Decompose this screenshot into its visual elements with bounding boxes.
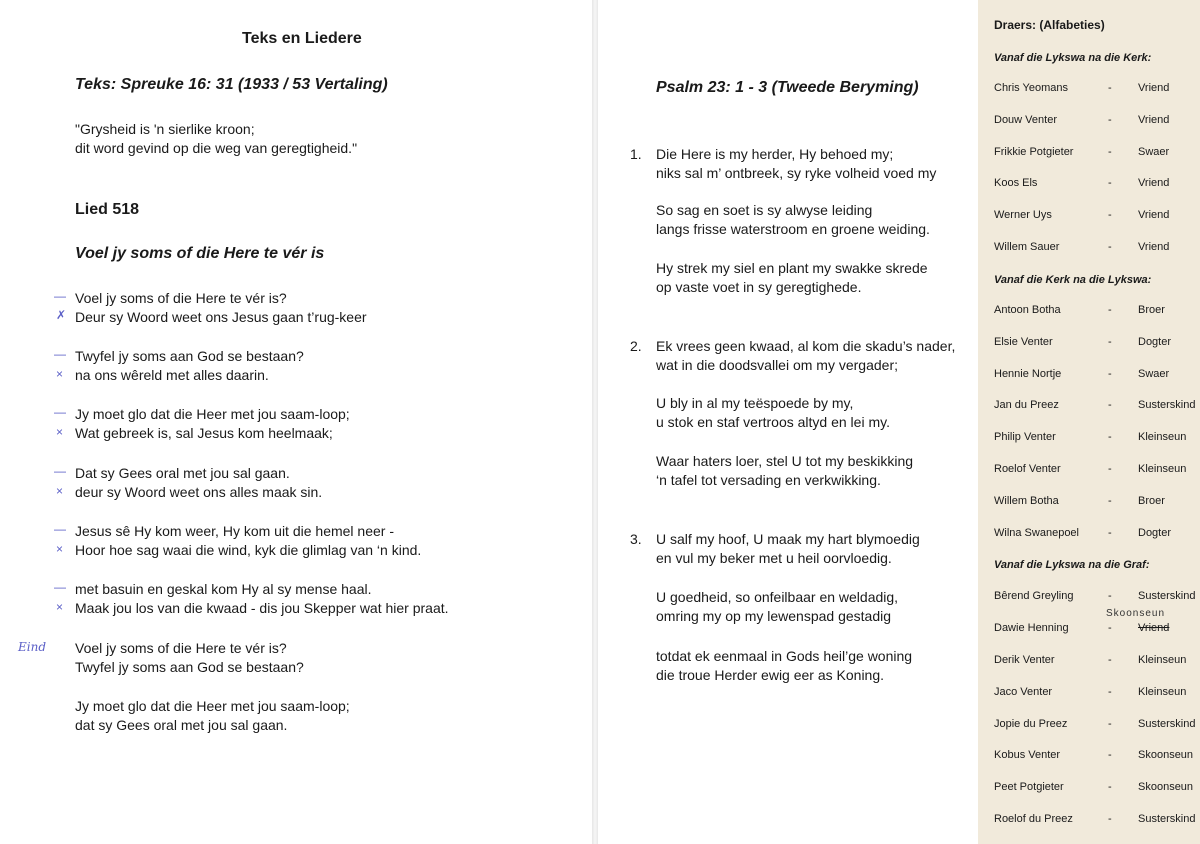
bearer-relation-struck: Vriend [1138, 622, 1170, 634]
bearer-relation: Broer [1138, 304, 1165, 316]
cross-mark: × [56, 484, 64, 498]
dash-mark: — [54, 289, 66, 303]
bearer-name: Frikkie Potgieter [994, 146, 1074, 158]
dash: - [1108, 82, 1112, 94]
psalm-line: totdat ek eenmaal in Gods heil’ge woning [656, 648, 913, 664]
psalm-line: u stok en staf vertroos altyd en lei my. [656, 414, 890, 430]
bearer-name: Antoon Botha [994, 304, 1061, 316]
psalm-line: Waar haters loer, stel U tot my beskikking [656, 453, 914, 469]
dash: - [1108, 813, 1112, 825]
couplet [656, 259, 928, 297]
stanza [75, 405, 350, 443]
couplet [656, 394, 890, 432]
pallbearer-row [994, 82, 1200, 98]
verse-line: dit word gevind op die weg van geregtigheid." [75, 140, 358, 156]
section-title: Vanaf die Kerk na die Lykswa: [994, 274, 1152, 286]
dash: - [1108, 781, 1112, 793]
bearer-name: Koos Els [994, 177, 1038, 189]
lyric-line: Hoor hoe sag waai die wind, kyk die glimlag van ‘n kind. [75, 542, 422, 558]
pallbearer-row [994, 813, 1200, 829]
verse-number: 3. [630, 531, 642, 547]
pallbearer-row [994, 622, 1200, 638]
bearer-name: Hennie Nortje [994, 368, 1062, 380]
bearer-relation: Vriend [1138, 209, 1170, 221]
psalm-line: Ek vrees geen kwaad, al kom die skadu’s nader, [656, 338, 956, 354]
cross-mark: ✗ [56, 308, 67, 322]
bearer-name: Chris Yeomans [994, 82, 1068, 94]
psalm-line: wat in die doodsvallei om my vergader; [656, 357, 899, 373]
bearer-relation: Vriend [1138, 114, 1170, 126]
stanza [75, 347, 304, 385]
couplet [656, 337, 955, 375]
hymn-title: Voel jy soms of die Here te vér is [75, 245, 325, 262]
lyric-line: Jesus sê Hy kom weer, Hy kom uit die hemel neer - [75, 523, 395, 539]
psalm-line: Die Here is my herder, Hy behoed my; [656, 146, 894, 162]
bearer-relation: Susterskind [1138, 718, 1196, 730]
pallbearer-row [994, 749, 1200, 765]
bearer-name: Roelof du Preez [994, 813, 1073, 825]
cross-mark: × [56, 367, 64, 381]
pallbearer-row [994, 241, 1200, 257]
bearer-name: Kobus Venter [994, 749, 1061, 761]
verse-number: 1. [630, 146, 642, 162]
bearer-name: Roelof Venter [994, 463, 1061, 475]
pallbearer-row [994, 686, 1200, 702]
text-heading: Teks: Spreuke 16: 31 (1933 / 53 Vertaling) [75, 76, 388, 93]
stanza [75, 289, 367, 327]
bearer-name: Jan du Preez [994, 399, 1059, 411]
psalm-line: U goedheid, so onfeilbaar en weldadig, [656, 589, 899, 605]
lyric-line: dat sy Gees oral met jou sal gaan. [75, 717, 288, 733]
pallbearer-row [994, 654, 1200, 670]
bearer-relation: Broer [1138, 495, 1165, 507]
pallbearer-row [994, 590, 1200, 606]
dash: - [1108, 146, 1112, 158]
stanza [75, 697, 350, 735]
dash: - [1108, 114, 1112, 126]
psalm-line: So sag en soet is sy alwyse leiding [656, 202, 873, 218]
stanza [75, 580, 449, 618]
bible-verse [75, 120, 357, 158]
bearer-name: Bêrend Greyling [994, 590, 1074, 602]
middle-page [598, 0, 978, 844]
dash: - [1108, 495, 1112, 507]
bearer-relation: Skoonseun [1138, 749, 1194, 761]
couplet [656, 201, 930, 239]
psalm-line: niks sal m’ ontbreek, sy ryke volheid voed my [656, 165, 937, 181]
psalm-line: U salf my hoof, U maak my hart blymoedig [656, 531, 920, 547]
verse-line: "Grysheid is 'n sierlike kroon; [75, 121, 255, 137]
section-title: Vanaf die Lykswa na die Graf: [994, 559, 1150, 571]
bearer-name: Jopie du Preez [994, 718, 1068, 730]
dash: - [1108, 686, 1112, 698]
dash-mark: — [54, 522, 66, 536]
bearer-name: Douw Venter [994, 114, 1057, 126]
pallbearer-row [994, 781, 1200, 797]
dash: - [1108, 622, 1112, 634]
bearer-name: Peet Potgieter [994, 781, 1064, 793]
dash: - [1108, 177, 1112, 189]
right-page [978, 0, 1200, 844]
pallbearer-row [994, 114, 1200, 130]
lyric-line: Deur sy Woord weet ons Jesus gaan t’rug-keer [75, 309, 367, 325]
page-title: Teks en Liedere [242, 30, 362, 47]
psalm-line: omring my op my lewenspad gestadig [656, 608, 892, 624]
lyric-line: Maak jou los van die kwaad - dis jou Skepper wat hier praat. [75, 600, 449, 616]
dash: - [1108, 368, 1112, 380]
bearer-relation: Vriend [1138, 177, 1170, 189]
pallbearer-row [994, 399, 1200, 415]
couplet [656, 588, 898, 626]
dash-mark: — [54, 580, 66, 594]
couplet [656, 647, 912, 685]
cross-mark: × [56, 600, 64, 614]
pallbearer-row [994, 495, 1200, 511]
bearer-name: Dawie Henning [994, 622, 1069, 634]
pallbearers-heading: Draers: (Alfabeties) [994, 18, 1105, 32]
lyric-line: Voel jy soms of die Here te vér is? [75, 290, 287, 306]
pallbearer-row [994, 209, 1200, 225]
dash: - [1108, 463, 1112, 475]
bearer-relation: Vriend [1138, 82, 1170, 94]
pallbearer-row [994, 146, 1200, 162]
bearer-name: Elsie Venter [994, 336, 1053, 348]
verse-number: 2. [630, 338, 642, 354]
psalm-line: die troue Herder ewig eer as Koning. [656, 667, 885, 683]
lyric-line: Jy moet glo dat die Heer met jou saam-loop; [75, 698, 350, 714]
lyric-line: Jy moet glo dat die Heer met jou saam-loop; [75, 406, 350, 422]
dash: - [1108, 399, 1112, 411]
stanza [75, 639, 304, 677]
hymn-number: Lied 518 [75, 201, 140, 218]
dash: - [1108, 654, 1112, 666]
pallbearer-row [994, 527, 1200, 543]
lyric-line: na ons wêreld met alles daarin. [75, 367, 269, 383]
bearer-name: Philip Venter [994, 431, 1056, 443]
pallbearer-row [994, 304, 1200, 320]
dash: - [1108, 431, 1112, 443]
dash-mark: — [54, 464, 66, 478]
lyric-line: deur sy Woord weet ons alles maak sin. [75, 484, 323, 500]
psalm-line: op vaste voet in sy geregtighede. [656, 279, 862, 295]
dash: - [1108, 749, 1112, 761]
dash: - [1108, 527, 1112, 539]
lyric-line: Dat sy Gees oral met jou sal gaan. [75, 465, 290, 481]
bearer-name: Werner Uys [994, 209, 1052, 221]
bearer-relation: Dogter [1138, 336, 1172, 348]
bearer-relation: Susterskind [1138, 399, 1196, 411]
dash: - [1108, 304, 1112, 316]
couplet [656, 452, 913, 490]
bearer-relation: Skoonseun [1138, 781, 1194, 793]
bearer-relation: Vriend [1138, 241, 1170, 253]
pallbearer-row [994, 463, 1200, 479]
stanza [75, 522, 421, 560]
pallbearer-row [994, 177, 1200, 193]
handwritten-correction: Skoonseun [1106, 608, 1166, 619]
bearer-relation: Susterskind [1138, 590, 1196, 602]
cross-mark: × [56, 542, 64, 556]
psalm-line: langs frisse waterstroom en groene weiding. [656, 221, 930, 237]
psalm-line: en vul my beker met u heil oorvloedig. [656, 550, 892, 566]
pallbearer-row [994, 431, 1200, 447]
bearer-name: Jaco Venter [994, 686, 1053, 698]
lyric-line: met basuin en geskal kom Hy al sy mense haal. [75, 581, 372, 597]
pallbearer-row [994, 368, 1200, 384]
bearer-relation: Swaer [1138, 368, 1170, 380]
dash-mark: — [54, 405, 66, 419]
dash: - [1108, 241, 1112, 253]
stanza [75, 464, 322, 502]
left-page [0, 0, 592, 844]
bearer-relation: Kleinseun [1138, 431, 1187, 443]
bearer-name: Willem Sauer [994, 241, 1060, 253]
pallbearer-row [994, 336, 1200, 352]
bearer-relation: Kleinseun [1138, 686, 1187, 698]
bearer-relation: Dogter [1138, 527, 1172, 539]
bearer-name: Wilna Swanepoel [994, 527, 1079, 539]
bearer-relation: Swaer [1138, 146, 1170, 158]
psalm-line: Hy strek my siel en plant my swakke skrede [656, 260, 928, 276]
bearer-relation: Susterskind [1138, 813, 1196, 825]
couplet [656, 145, 936, 183]
dash: - [1108, 336, 1112, 348]
bearer-name: Derik Venter [994, 654, 1055, 666]
psalm-line: U bly in al my teëspoede by my, [656, 395, 854, 411]
bearer-name: Willem Botha [994, 495, 1059, 507]
bearer-relation: Kleinseun [1138, 654, 1187, 666]
dash: - [1108, 209, 1112, 221]
dash: - [1108, 590, 1112, 602]
handwritten-end-note: Eind [18, 640, 47, 654]
lyric-line: Twyfel jy soms aan God se bestaan? [75, 659, 304, 675]
lyric-line: Twyfel jy soms aan God se bestaan? [75, 348, 304, 364]
lyric-line: Wat gebreek is, sal Jesus kom heelmaak; [75, 425, 333, 441]
pallbearer-row [994, 718, 1200, 734]
psalm-heading: Psalm 23: 1 - 3 (Tweede Beryming) [656, 79, 919, 96]
dash-mark: — [54, 347, 66, 361]
psalm-line: ‘n tafel tot versading en verkwikking. [656, 472, 881, 488]
cross-mark: × [56, 425, 64, 439]
lyric-line: Voel jy soms of die Here te vér is? [75, 640, 287, 656]
dash: - [1108, 718, 1112, 730]
bearer-relation: Kleinseun [1138, 463, 1187, 475]
couplet [656, 530, 920, 568]
section-title: Vanaf die Lykswa na die Kerk: [994, 52, 1152, 64]
